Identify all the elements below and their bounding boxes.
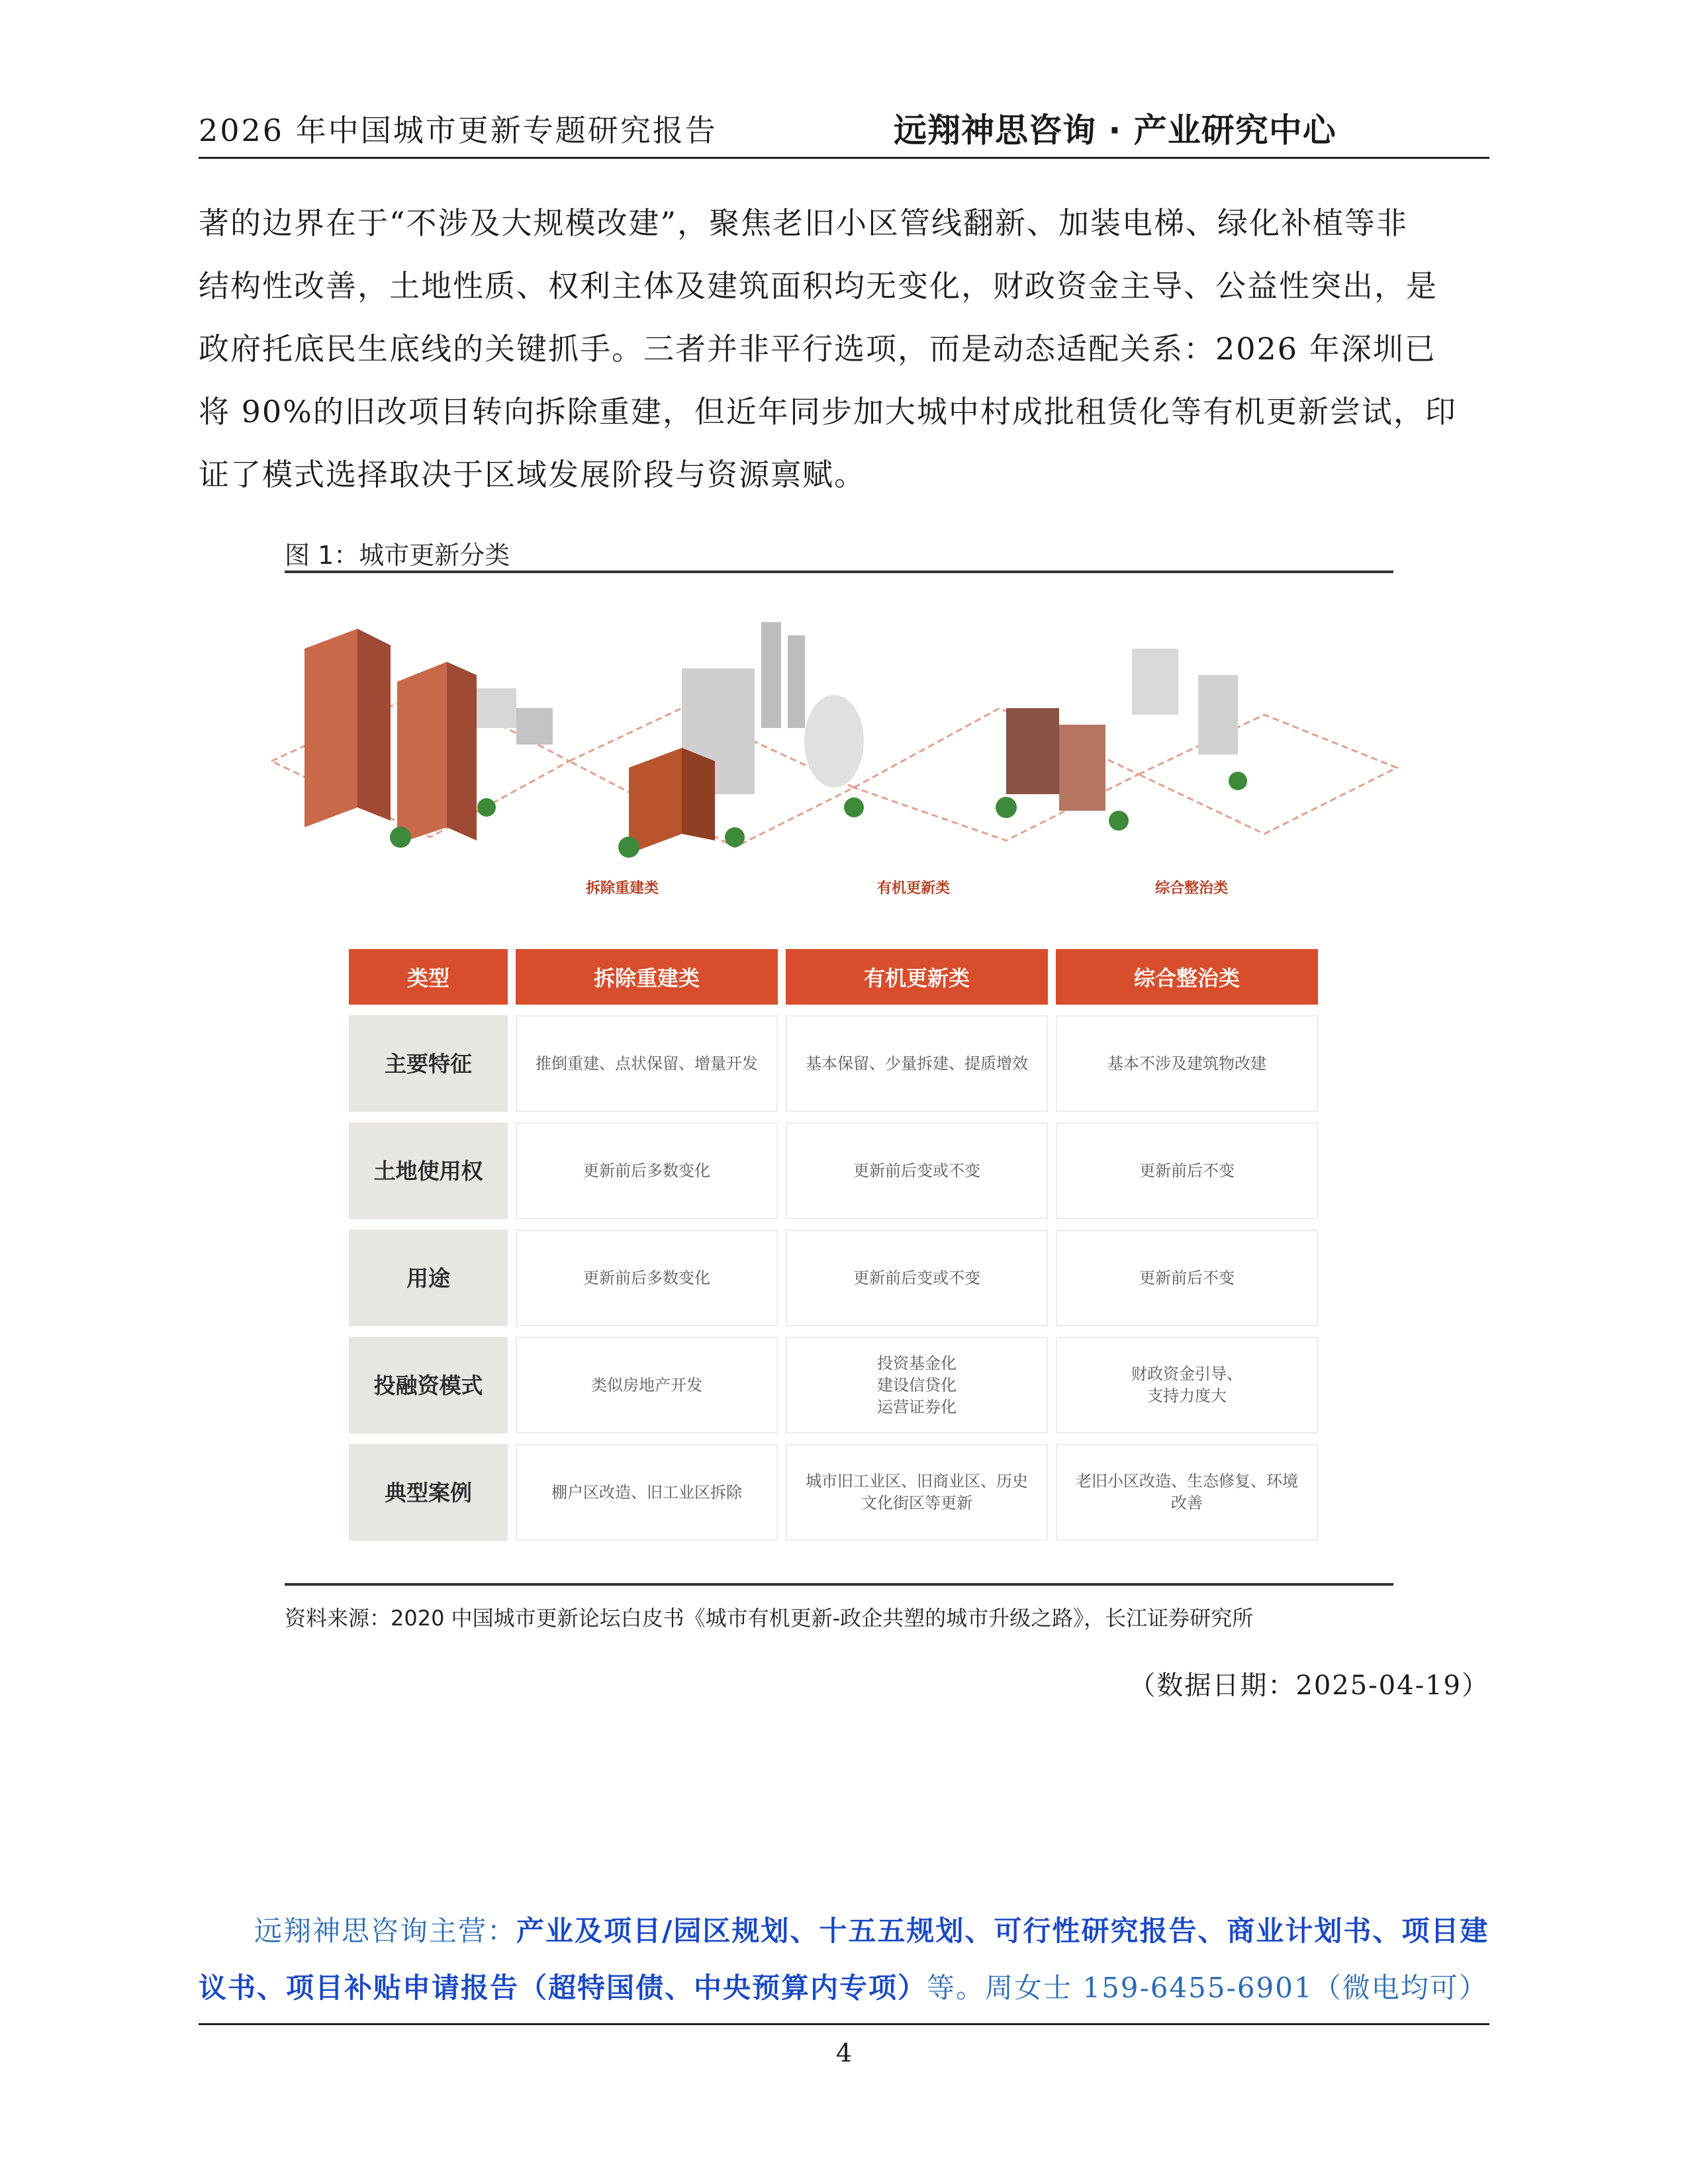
table-row	[349, 1122, 1318, 1219]
page-number: 4	[835, 2038, 853, 2068]
org-name: 远翔神思咨询 · 产业研究中心	[894, 111, 1336, 150]
table-cell: 更新前后多数变化	[516, 1122, 778, 1219]
promo-contact: 等。周女士 159-6455-6901（微电均可）	[927, 1972, 1488, 2004]
body-paragraph	[199, 192, 1489, 506]
table-cell: 棚户区改造、旧工业区拆除	[516, 1444, 778, 1541]
header-organic: 有机更新类	[786, 949, 1048, 1005]
illustration-label-comprehensive: 综合整治类	[1154, 880, 1228, 897]
table-row	[349, 1015, 1318, 1112]
header-type: 类型	[349, 949, 508, 1005]
body-line: 将 90%的旧改项目转向拆除重建，但近年同步加大城中村成批租赁化等有机更新尝试，印	[199, 394, 1457, 430]
figure-top-rule	[285, 570, 1393, 573]
body-line: 著的边界在于“不涉及大规模改建”，聚焦老旧小区管线翻新、加装电梯、绿化补植等非	[199, 205, 1409, 241]
row-label: 主要特征	[349, 1015, 508, 1112]
table-cell: 投资基金化 建设信贷化 运营证券化	[786, 1337, 1048, 1433]
row-label: 土地使用权	[349, 1122, 508, 1219]
page-header	[199, 103, 1489, 159]
demolition-scene	[305, 629, 553, 848]
row-label: 投融资模式	[349, 1337, 508, 1433]
figure-caption: 图 1：城市更新分类	[285, 541, 510, 570]
table-cell: 城市旧工业区、旧商业区、历史文化街区等更新	[786, 1444, 1048, 1541]
data-date-note: （数据日期：2025-04-19）	[1129, 1670, 1489, 1701]
row-label: 典型案例	[349, 1444, 508, 1541]
report-title: 2026 年中国城市更新专题研究报告	[199, 113, 718, 148]
promo-block	[199, 1903, 1489, 2017]
table-cell: 类似房地产开发	[516, 1337, 778, 1433]
promo-intro: 远翔神思咨询主营：	[254, 1915, 517, 1947]
table-cell: 更新前后不变	[1056, 1230, 1318, 1326]
illustration-label-demolition: 拆除重建类	[585, 880, 659, 897]
promo-services: 产业及项目/园区规划、十五五规划、可行性研究报告、商业计划书、项目建议书、项目补贴申请报告（超特国债、中央预算内专项）	[199, 1915, 1489, 2004]
footer-rule	[199, 2023, 1489, 2025]
table-cell: 基本保留、少量拆建、提质增效	[786, 1015, 1048, 1112]
table-cell: 更新前后变或不变	[786, 1230, 1048, 1326]
body-line: 政府托底民生底线的关键抓手。三者并非平行选项，而是动态适配关系：2026 年深圳已	[199, 331, 1436, 367]
table-cell: 老旧小区改造、生态修复、环境改善	[1056, 1444, 1318, 1541]
table-header-row	[349, 949, 1318, 1005]
table-row	[349, 1444, 1318, 1541]
table-cell: 财政资金引导、 支持力度大	[1056, 1337, 1318, 1433]
figure-bottom-rule	[285, 1583, 1393, 1586]
header-demolition: 拆除重建类	[516, 949, 778, 1005]
table-cell: 更新前后不变	[1056, 1122, 1318, 1219]
comprehensive-renovation-scene	[996, 649, 1247, 831]
table-cell: 推倒重建、点状保留、增量开发	[516, 1015, 778, 1112]
table-row	[349, 1337, 1318, 1433]
table-cell: 更新前后多数变化	[516, 1230, 778, 1326]
table-row	[349, 1230, 1318, 1326]
illustration-label-organic: 有机更新类	[876, 880, 950, 897]
body-line: 证了模式选择取决于区域发展阶段与资源禀赋。	[199, 457, 866, 492]
table-cell: 更新前后变或不变	[786, 1122, 1048, 1219]
organic-renewal-scene	[618, 622, 864, 858]
table-cell: 基本不涉及建筑物改建	[1056, 1015, 1318, 1112]
urban-renewal-illustration	[258, 609, 1417, 900]
body-line: 结构性改善，土地性质、权利主体及建筑面积均无变化，财政资金主导、公益性突出，是	[199, 268, 1438, 304]
figure-source: 资料来源：2020 中国城市更新论坛白皮书《城市有机更新-政企共塑的城市升级之路》，长江证券研究所	[285, 1606, 1254, 1631]
row-label: 用途	[349, 1230, 508, 1326]
header-comprehensive: 综合整治类	[1056, 949, 1318, 1005]
classification-table	[341, 938, 1326, 1551]
